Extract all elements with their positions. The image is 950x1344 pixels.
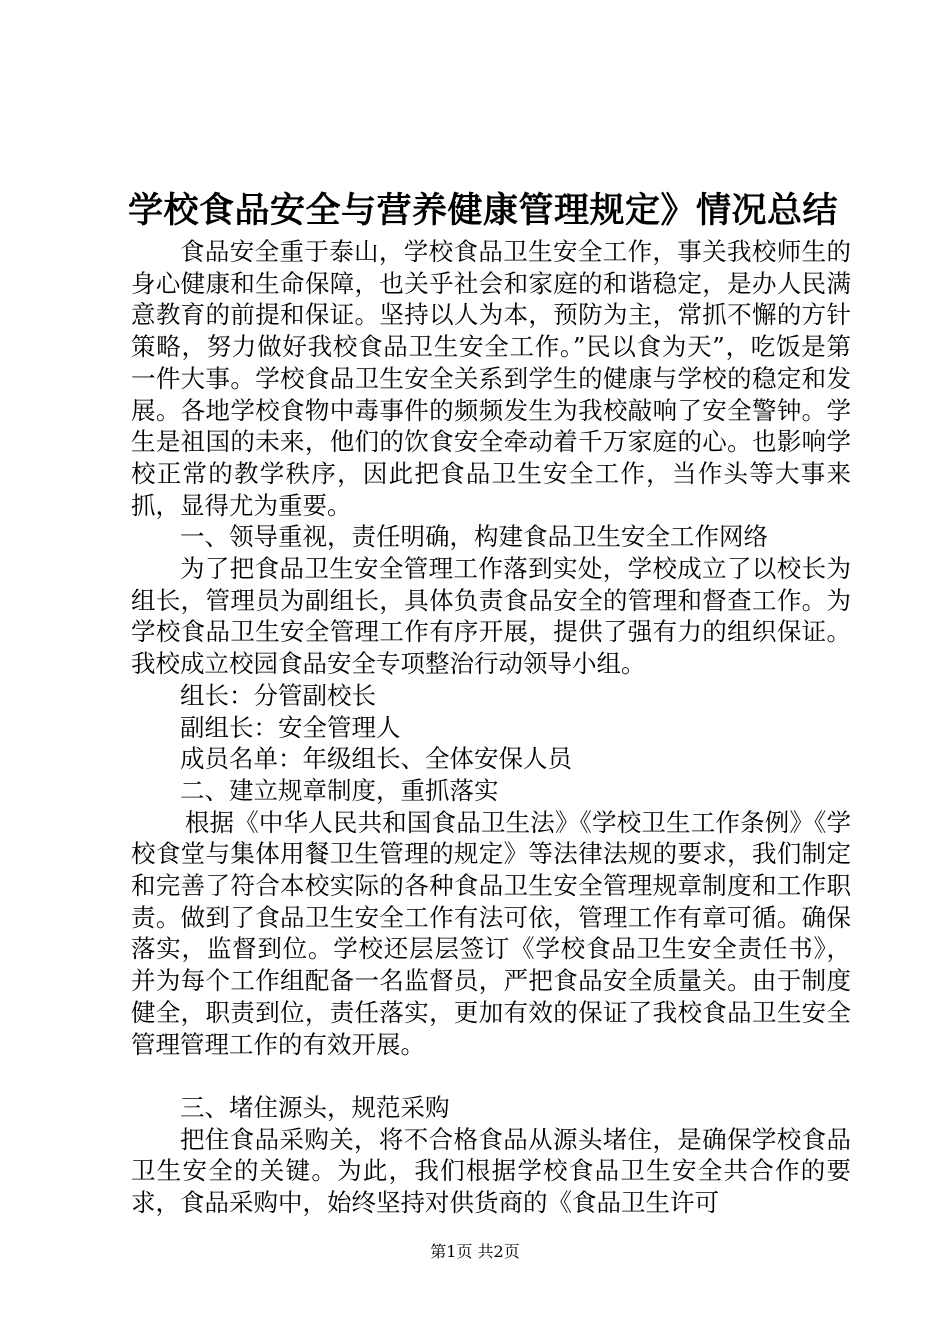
heading-section-1: 一、领导重视，责任明确，构建食品卫生安全工作网络 — [180, 522, 768, 552]
document-title: 学校食品安全与营养健康管理规定》情况总结 — [128, 190, 839, 231]
page-footer: 第1页 共2页 — [430, 1242, 520, 1261]
paragraph-team-deputy: 副组长：安全管理人 — [180, 712, 401, 742]
heading-section-3: 三、堵住源头，规范采购 — [180, 1092, 450, 1122]
paragraph-team-leader: 组长：分管副校长 — [180, 680, 376, 710]
blank-line — [131, 1060, 851, 1092]
heading-section-2: 二、建立规章制度，重抓落实 — [180, 775, 499, 805]
paragraph-section-1: 为了把食品卫生安全管理工作落到实处，学校成立了以校长为组长，管理员为副组长，具体负责食品安全的管理和督查工作。为学校食品卫生安全管理工作有序开展，提供了强有力的组织保证。我校成立校园食品安全专项整治行动领导小组。 — [131, 554, 851, 679]
document-body — [131, 236, 851, 1219]
paragraph-team-members: 成员名单：年级组长、全体安保人员 — [180, 744, 572, 774]
paragraph-section-2: 根据《中华人民共和国食品卫生法》《学校卫生工作条例》《学校食堂与集体用餐卫生管理的规定》等法律法规的要求，我们制定和完善了符合本校实际的各种食品卫生安全管理规章制度和工作职责。做到了食品卫生安全工作有法可依，管理工作有章可循。确保落实，监督到位。学校还层层签订《学校食品卫生安全责任书》，并为每个工作组配备一名监督员，严把食品安全质量关。由于制度健全，职责到位，责任落实，更加有效的保证了我校食品卫生安全管理管理工作的有效开展。 — [131, 807, 851, 1059]
paragraph-intro: 食品安全重于泰山，学校食品卫生安全工作，事关我校师生的身心健康和生命保障，也关乎社会和家庭的和谐稳定，是办人民满意教育的前提和保证。坚持以人为本，预防为主，常抓不懈的方针策略，努力做好我校食品卫生安全工作。”民以食为天”，吃饭是第一件大事。学校食品卫生安全关系到学生的健康与学校的稳定和发展。各地学校食物中毒事件的频频发生为我校敲响了安全警钟。学生是祖国的未来，他们的饮食安全牵动着千万家庭的心。也影响学校正常的教学秩序，因此把食品卫生安全工作，当作头等大事来抓，显得尤为重要。 — [131, 237, 851, 520]
paragraph-section-3: 把住食品采购关，将不合格食品从源头堵住，是确保学校食品卫生安全的关键。为此，我们根据学校食品卫生安全共合作的要求，食品采购中，始终坚持对供货商的《食品卫生许可 — [131, 1124, 851, 1218]
